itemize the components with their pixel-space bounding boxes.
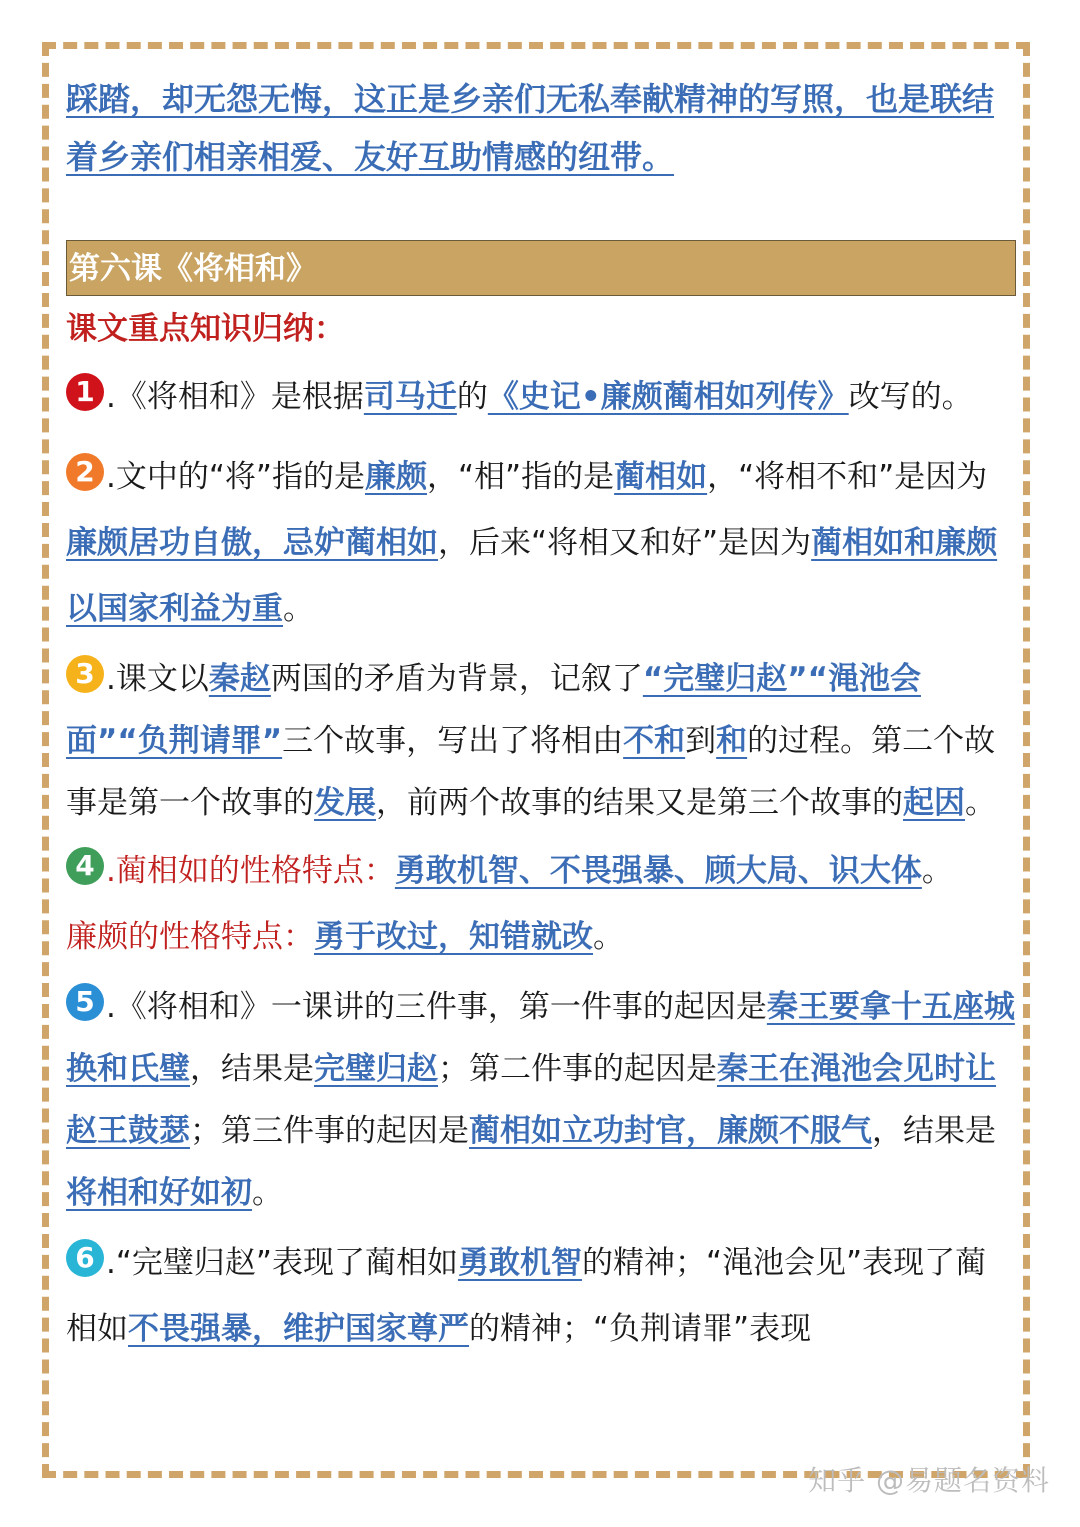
item-text: 。 xyxy=(593,919,624,955)
item-text: .《将相和》是根据 xyxy=(106,379,364,415)
knowledge-list xyxy=(66,364,1016,1362)
lesson-title-banner: 第六课《将相和》 xyxy=(66,240,1016,296)
number-badge-icon: 4 xyxy=(66,847,104,885)
item-text: ，“将相不和”是因为 xyxy=(707,459,988,495)
item-text: 。 xyxy=(965,785,996,821)
item-text: 。 xyxy=(283,591,314,627)
answer-highlight: 勇敢机智、不畏强暴、顾大局、识大体 xyxy=(394,853,922,889)
answer-highlight: 《史记•廉颇蔺相如列传》 xyxy=(487,379,849,415)
answer-highlight: 和 xyxy=(716,723,748,759)
number-badge-icon: 6 xyxy=(66,1239,104,1277)
item-text: .“完璧归赵”表现了蔺相如 xyxy=(106,1245,458,1281)
item-text: ；第三件事的起因是 xyxy=(190,1113,469,1149)
knowledge-item-3 xyxy=(66,648,1016,834)
knowledge-item-2 xyxy=(66,444,1016,642)
item-text: 的精神；“负荆请罪”表现 xyxy=(469,1311,812,1347)
item-text: ，结果是 xyxy=(190,1051,314,1087)
item-text: .蔺相如的性格特点： xyxy=(106,853,395,889)
answer-highlight: 不和 xyxy=(623,723,686,759)
document-content xyxy=(66,70,1016,1362)
answer-highlight: 蔺相如和廉颇以国家利益为重 xyxy=(66,525,998,627)
watermark: 知乎 @易题名资料 xyxy=(808,1464,1050,1497)
answer-highlight: 廉颇 xyxy=(364,459,427,495)
item-text: 两国的矛盾为背景，记叙了 xyxy=(270,661,643,697)
answer-highlight: 蔺相如立功封官，廉颇不服气 xyxy=(469,1113,872,1149)
section-subheading: 课文重点知识归纳： xyxy=(66,311,345,347)
item-text: 到 xyxy=(685,723,717,759)
item-text: ，“相”指的是 xyxy=(426,459,615,495)
item-text: ，结果是 xyxy=(872,1113,996,1149)
answer-highlight: 发展 xyxy=(314,785,376,821)
knowledge-item-6 xyxy=(66,1230,1016,1362)
answer-highlight: 秦赵 xyxy=(208,661,271,697)
answer-highlight: 秦王要拿十五座城换和氏璧 xyxy=(66,989,1015,1087)
intro-paragraph: 踩踏，却无怨无悔，这正是乡亲们无私奉献精神的写照，也是联结着乡亲们相亲相爱、友好互助情感的纽带。 xyxy=(66,80,995,176)
answer-highlight: 将相和好如初 xyxy=(66,1175,252,1211)
item-text: 。 xyxy=(252,1175,283,1211)
item-text: .《将相和》一课讲的三件事，第一件事的起因是 xyxy=(106,989,767,1025)
item-text: ；第二件事的起因是 xyxy=(438,1051,717,1087)
number-badge-icon: 5 xyxy=(66,983,104,1021)
answer-highlight: 司马迁 xyxy=(363,379,457,415)
item-text: 廉颇的性格特点： xyxy=(66,919,314,955)
item-text: 改写的。 xyxy=(848,379,973,415)
knowledge-item-1 xyxy=(66,364,1016,430)
answer-highlight: “完璧归赵”“渑池会面”“负荆请罪” xyxy=(66,661,921,759)
answer-highlight: 勇于改过，知错就改 xyxy=(314,919,593,955)
knowledge-item-4 xyxy=(66,840,1016,902)
answer-highlight: 完璧归赵 xyxy=(314,1051,438,1087)
item-text: 的精神；“渑池会见”表现了蔺相如 xyxy=(66,1245,987,1347)
knowledge-item-4-extra xyxy=(66,904,1016,970)
number-badge-icon: 3 xyxy=(66,655,104,693)
knowledge-item-5 xyxy=(66,976,1016,1224)
item-text: ，后来“将相又和好”是因为 xyxy=(438,525,812,561)
item-text: .课文以 xyxy=(106,661,209,697)
item-text: ，前两个故事的结果又是第三个故事的 xyxy=(376,785,903,821)
answer-highlight: 起因 xyxy=(903,785,965,821)
number-badge-icon: 2 xyxy=(66,453,104,491)
item-text: 的过程。第二个故事是第一个故事的 xyxy=(66,723,996,821)
number-badge-icon: 1 xyxy=(66,373,104,411)
item-text: 的 xyxy=(456,379,488,415)
answer-highlight: 勇敢机智 xyxy=(457,1245,582,1281)
answer-highlight: 蔺相如 xyxy=(614,459,708,495)
item-text: 。 xyxy=(921,853,953,889)
item-text: 三个故事，写出了将相由 xyxy=(282,723,624,759)
answer-highlight: 廉颇居功自傲，忌妒蔺相如 xyxy=(66,525,438,561)
item-text: .文中的“将”指的是 xyxy=(106,459,365,495)
answer-highlight: 不畏强暴，维护国家尊严 xyxy=(128,1311,469,1347)
answer-highlight: 秦王在渑池会见时让赵王鼓瑟 xyxy=(66,1051,996,1149)
